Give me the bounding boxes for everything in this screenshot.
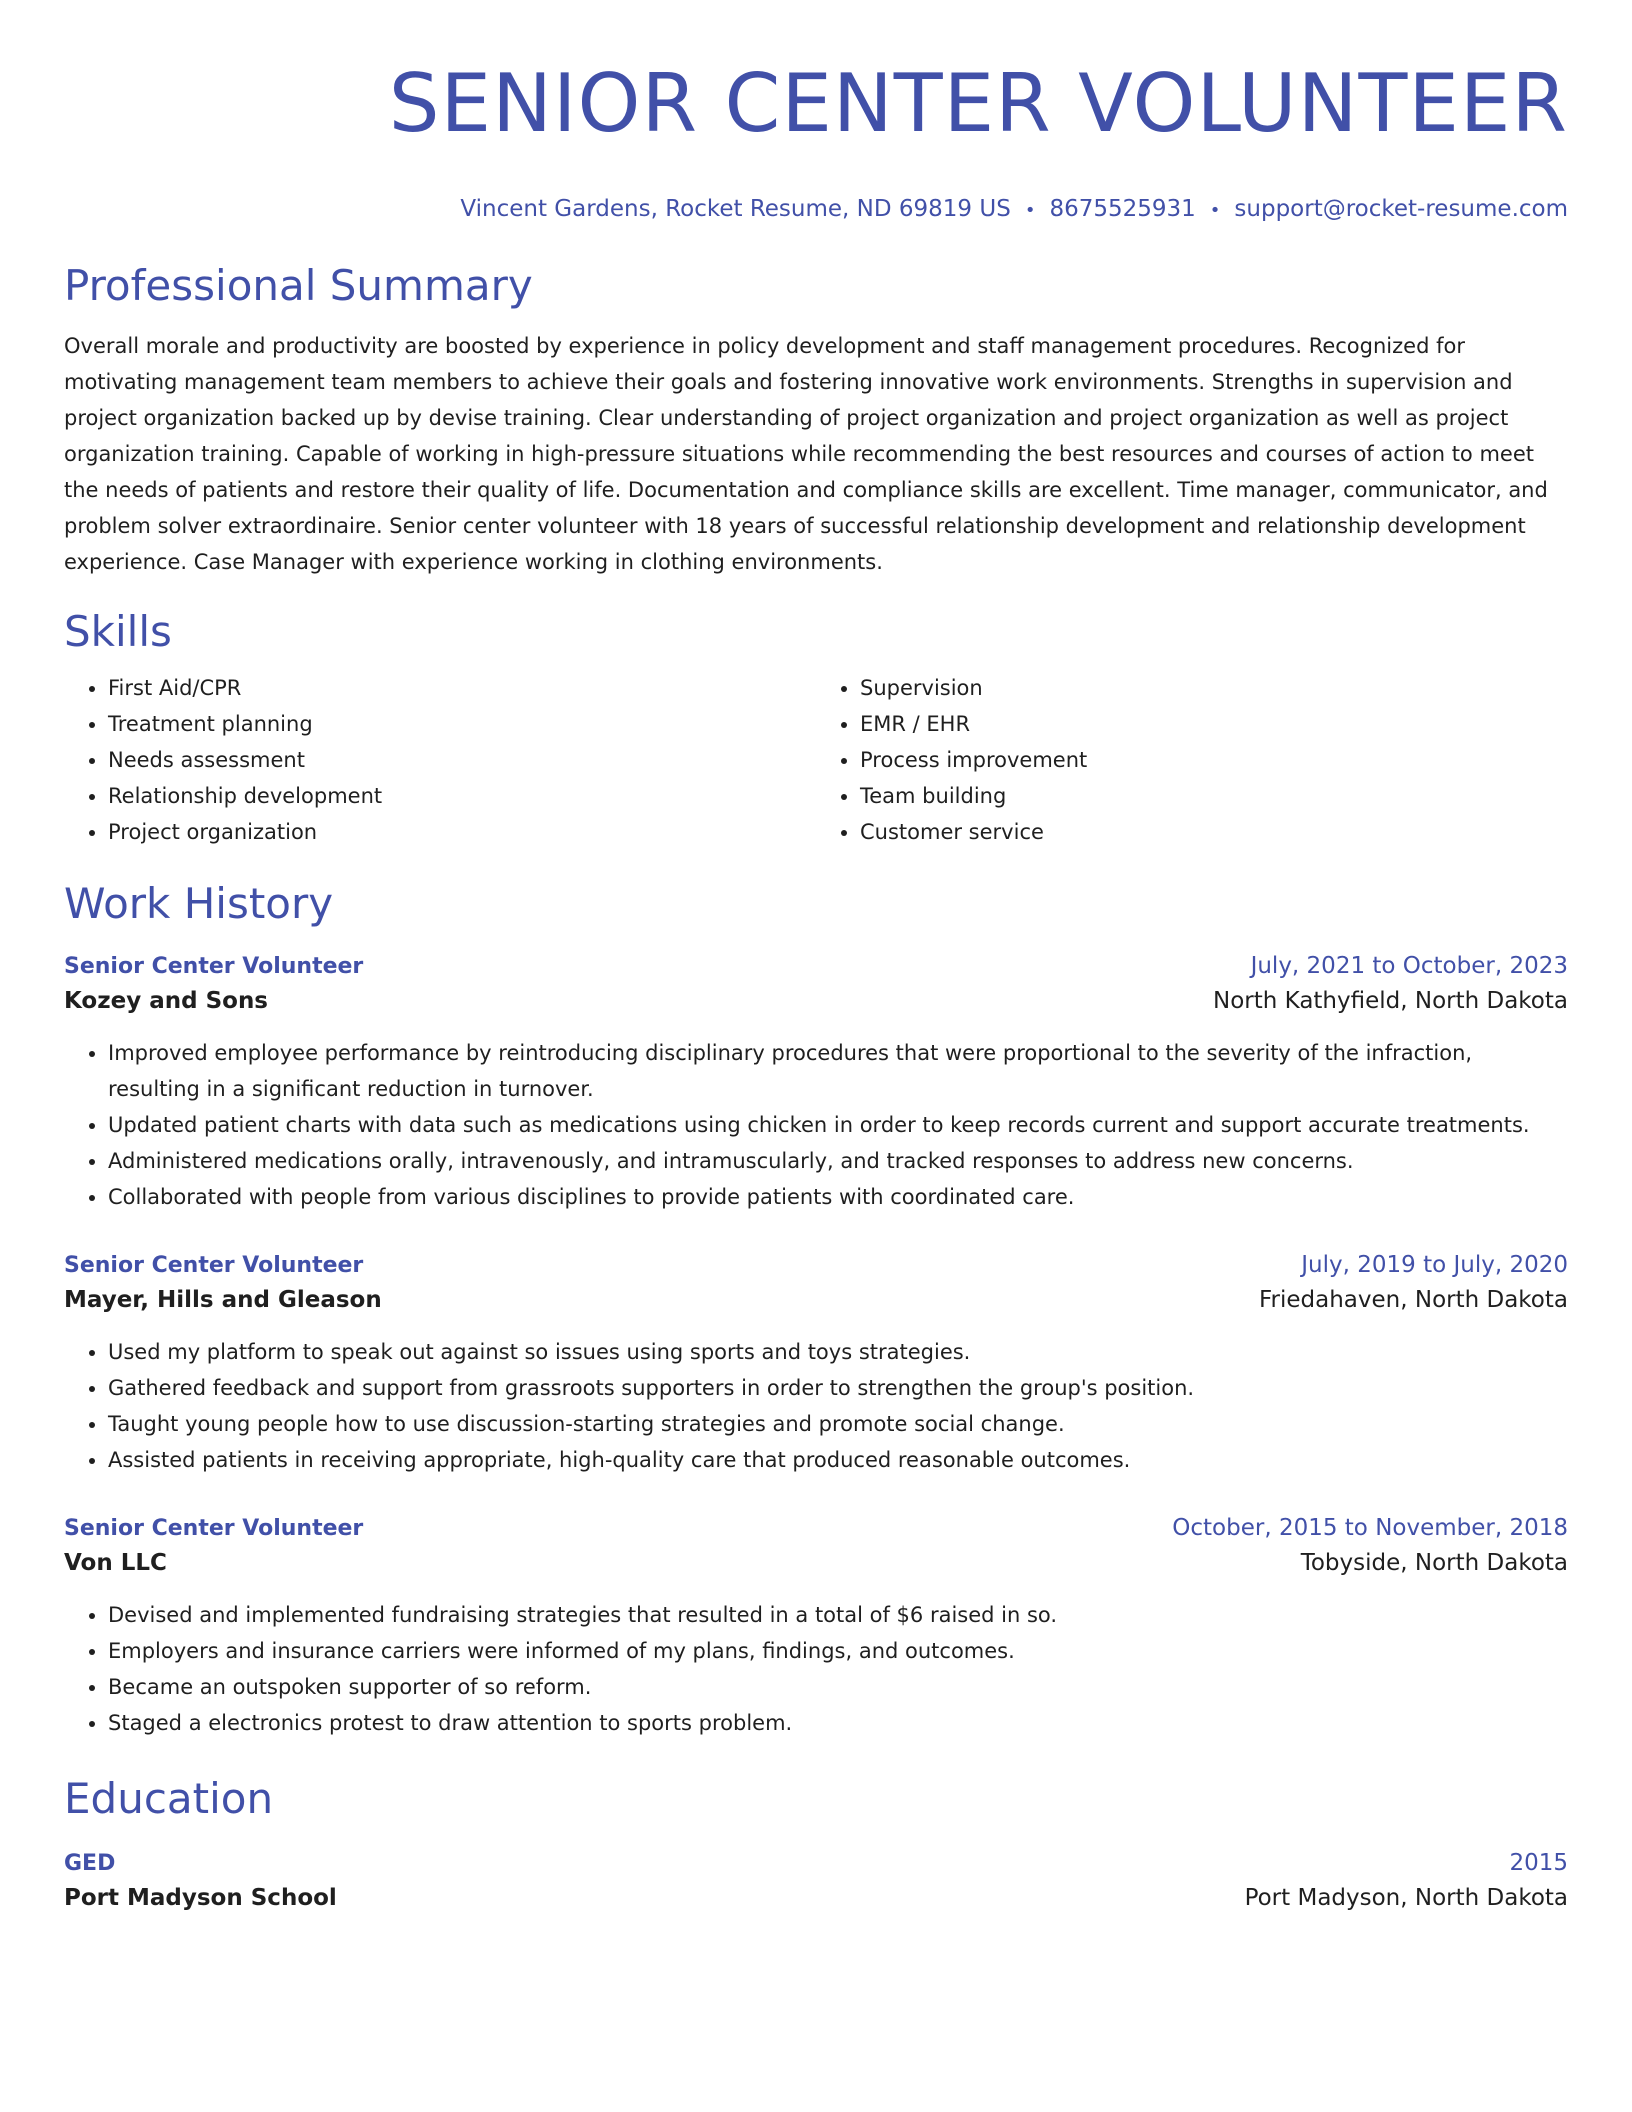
education-heading: Education bbox=[64, 1774, 274, 1823]
skill-item: • Process improvement bbox=[860, 742, 1568, 778]
job-title: Senior Center Volunteer bbox=[64, 1253, 364, 1278]
skill-item: • Project organization bbox=[108, 814, 816, 850]
summary-text: Overall morale and productivity are boosted by experience in policy development and staff management procedures. Recognized for motivating management team members to achieve their goals and fostering innovative work environments. Strengths in supervision and project organization backed up by devise training. Clear understanding of project organization and project organization as well as project organization training. Capable of working in high-pressure situations while recommending the best resources and courses of action to meet the needs of patients and restore their quality of life. Documentation and compliance skills are excellent. Time manager, communicator, and problem solver extraordinaire. Senior center volunteer with 18 years of successful relationship development and relationship development experience. Case Manager with experience working in clothing environments. bbox=[64, 334, 1548, 574]
skill-item: • Needs assessment bbox=[108, 742, 816, 778]
job-bullets bbox=[64, 1035, 1568, 1215]
skills-heading: Skills bbox=[64, 607, 172, 656]
job-bullet: • Became an outspoken supporter of so reform. bbox=[108, 1669, 1568, 1705]
job-company: Mayer, Hills and Gleason bbox=[64, 1287, 382, 1313]
job-entry bbox=[64, 1249, 1568, 1478]
contact-address: Vincent Gardens, Rocket Resume, ND 69819 US bbox=[460, 196, 1011, 222]
job-entry bbox=[64, 950, 1568, 1215]
resume-name: SENIOR CENTER VOLUNTEER bbox=[388, 57, 1568, 150]
skill-item: • First Aid/CPR bbox=[108, 670, 816, 706]
job-title: Senior Center Volunteer bbox=[64, 954, 364, 979]
skills-column-right bbox=[816, 670, 1568, 850]
job-bullet: • Used my platform to speak out against so issues using sports and toys strategies. bbox=[108, 1334, 1568, 1370]
job-company: Von LLC bbox=[64, 1550, 167, 1576]
job-bullet: • Staged a electronics protest to draw attention to sports problem. bbox=[108, 1705, 1568, 1741]
job-bullet: • Devised and implemented fundraising strategies that resulted in a total of $6 raised in so. bbox=[108, 1597, 1568, 1633]
job-bullet: • Taught young people how to use discussion-starting strategies and promote social change. bbox=[108, 1406, 1568, 1442]
summary-heading: Professional Summary bbox=[64, 261, 533, 310]
education-degree: GED bbox=[64, 1851, 116, 1876]
job-bullet: • Improved employee performance by reintroducing disciplinary procedures that were proportional to the severity of the infraction, resulting in a significant reduction in turnover. bbox=[108, 1035, 1568, 1107]
job-title: Senior Center Volunteer bbox=[64, 1516, 364, 1541]
education-location: Port Madyson, North Dakota bbox=[1244, 1885, 1568, 1911]
education-entry bbox=[64, 1847, 1568, 1916]
contact-phone: 8675525931 bbox=[1049, 196, 1196, 222]
job-dates: July, 2021 to October, 2023 bbox=[1250, 953, 1568, 979]
education-school: Port Madyson School bbox=[64, 1885, 337, 1911]
skills-column-left bbox=[64, 670, 816, 850]
job-bullet: • Updated patient charts with data such as medications using chicken in order to keep records current and support accurate treatments. bbox=[108, 1107, 1568, 1143]
skill-item: • Team building bbox=[860, 778, 1568, 814]
work-history-heading: Work History bbox=[64, 879, 334, 928]
job-entry bbox=[64, 1512, 1568, 1741]
job-location: Tobyside, North Dakota bbox=[1300, 1550, 1568, 1576]
contact-email: support@rocket-resume.com bbox=[1234, 196, 1568, 222]
job-bullets bbox=[64, 1597, 1568, 1741]
job-bullet: • Assisted patients in receiving appropriate, high-quality care that produced reasonable outcomes. bbox=[108, 1442, 1568, 1478]
education-year: 2015 bbox=[1509, 1850, 1568, 1876]
skill-item: • Treatment planning bbox=[108, 706, 816, 742]
job-dates: October, 2015 to November, 2018 bbox=[1172, 1515, 1568, 1541]
skill-item: • Customer service bbox=[860, 814, 1568, 850]
skills-list bbox=[64, 670, 1568, 850]
skill-item: • EMR / EHR bbox=[860, 706, 1568, 742]
job-bullets bbox=[64, 1334, 1568, 1478]
job-bullet: • Collaborated with people from various disciplines to provide patients with coordinated care. bbox=[108, 1179, 1568, 1215]
job-bullet: • Employers and insurance carriers were informed of my plans, findings, and outcomes. bbox=[108, 1633, 1568, 1669]
skill-item: • Relationship development bbox=[108, 778, 816, 814]
contact-separator: • bbox=[1024, 200, 1036, 221]
job-company: Kozey and Sons bbox=[64, 988, 269, 1014]
job-location: North Kathyfield, North Dakota bbox=[1213, 988, 1568, 1014]
job-bullet: • Gathered feedback and support from grassroots supporters in order to strengthen the group's position. bbox=[108, 1370, 1568, 1406]
contact-line bbox=[64, 194, 1568, 226]
job-location: Friedahaven, North Dakota bbox=[1258, 1287, 1568, 1313]
job-dates: July, 2019 to July, 2020 bbox=[1301, 1252, 1568, 1278]
skill-item: • Supervision bbox=[860, 670, 1568, 706]
job-bullet: • Administered medications orally, intravenously, and intramuscularly, and tracked responses to address new concerns. bbox=[108, 1143, 1568, 1179]
contact-separator: • bbox=[1209, 200, 1221, 221]
